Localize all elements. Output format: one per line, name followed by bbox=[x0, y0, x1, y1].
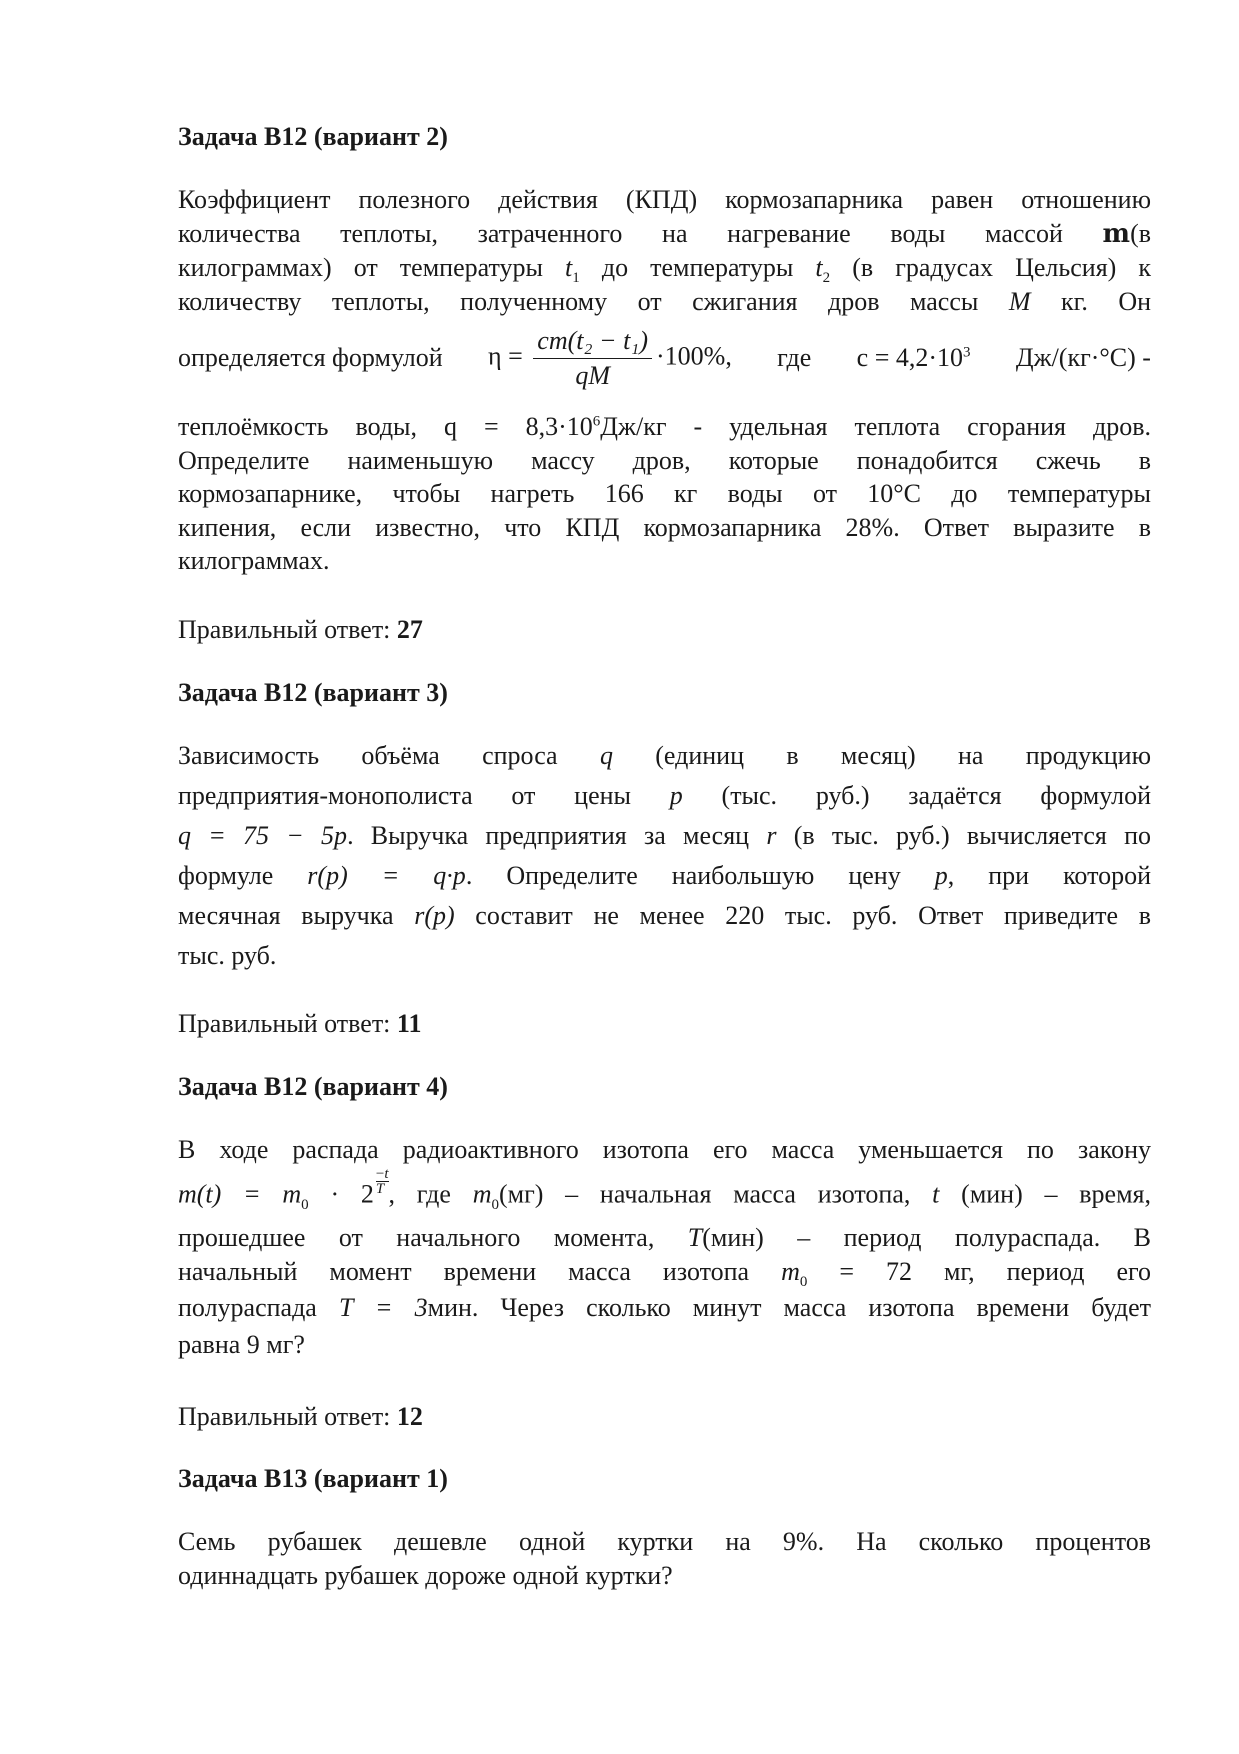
correct-answer: Правильный ответ: 11 bbox=[178, 1009, 422, 1038]
heat-capacity-formula: $c = 4,2\cdot 10^3$ bbox=[856, 343, 971, 372]
correct-answer: Правильный ответ: 12 bbox=[178, 1402, 423, 1431]
task-heading: Задача B12 (вариант 3) bbox=[178, 678, 448, 707]
text-line: предприятия-монополиста от цены p (тыс. руб.) задаётся формулой bbox=[178, 781, 1152, 810]
text-line: Семь рубашек дешевле одной куртки на 9%. На сколько процентов bbox=[178, 1527, 1151, 1556]
task-body bbox=[178, 1525, 1151, 1592]
correct-answer: Правильный ответ: 27 bbox=[178, 615, 423, 644]
decay-formula-line: $m(t) = m_0 \cdot 2$ $\frac{-t}{T}$ , где $m_0(мг)$ – начальная масса изотопа, t (мин) – время, bbox=[178, 1165, 1152, 1213]
text-line: начальный момент времени масса изотопа $m_0 = 72$ мг, период его bbox=[178, 1256, 1152, 1290]
text-line: килограммах. bbox=[178, 546, 330, 575]
answer-value: 12 bbox=[396, 1402, 423, 1431]
text-line: тыс. руб. bbox=[178, 941, 277, 970]
text-line: кормозапарнике, чтобы нагреть 166 кг воды от 10°C до температуры bbox=[178, 479, 1151, 508]
task-body bbox=[178, 183, 1151, 318]
task-body bbox=[178, 736, 1151, 976]
efficiency-formula: η = $\frac{\text{cm(t₂ − t₁)}}{qM}$ ·100%, bbox=[488, 325, 732, 390]
text-line: Зависимость объёма спроса q (единиц в месяц) на продукцию bbox=[178, 741, 1152, 770]
text-line: равна 9 мг? bbox=[178, 1330, 305, 1360]
text-line: количества теплоты, затраченного на нагревание воды массой m(в bbox=[178, 218, 1151, 249]
task-heading: Задача B12 (вариант 2) bbox=[178, 122, 448, 151]
task-body-continued bbox=[178, 410, 1151, 578]
text-line: месячная выручка r(p) составит не менее 220 тыс. руб. Ответ приведите в bbox=[178, 901, 1152, 930]
efficiency-formula-line: определяется формулой η = $\frac{\text{cm(t₂ − t₁)}}{qM}$ ·100%, где $c = 4,2\cdot 10^3$ Дж/(кг·°C) - bbox=[178, 325, 1151, 390]
text-line: полураспада T = 3мин. Через сколько минут масса изотопа времени будет bbox=[178, 1293, 1151, 1323]
text-line: формуле r(p) = q·p. Определите наибольшую цену p, при которой bbox=[178, 861, 1151, 890]
task-heading: Задача B13 (вариант 1) bbox=[178, 1464, 448, 1493]
text-line: теплоёмкость воды, $q = 8,3\cdot 10^6Дж/кг$ - удельная теплота сгорания дров. bbox=[178, 412, 1151, 441]
text-line: килограммах) от температуры $t_1$ до температуры $t_2$ (в градусах Цельсия) к bbox=[178, 253, 1152, 287]
task-body bbox=[178, 1133, 1151, 1362]
answer-value: 11 bbox=[396, 1009, 422, 1038]
text-line: Коэффициент полезного действия (КПД) кормозапарника равен отношению bbox=[178, 185, 1151, 214]
text-line: Определите наименьшую массу дров, которые понадобится сжечь в bbox=[178, 445, 1151, 475]
text-line: кипения, если известно, что КПД кормозапарника 28%. Ответ выразите в bbox=[178, 512, 1151, 542]
text-line: прошедшее от начального момента, T(мин) – период полураспада. В bbox=[178, 1223, 1152, 1253]
text-line: q = 75 − 5p. Выручка предприятия за месяц r (в тыс. руб.) вычисляется по bbox=[178, 821, 1152, 850]
text-line: В ходе распада радиоактивного изотопа его масса уменьшается по закону bbox=[178, 1135, 1151, 1164]
answer-value: 27 bbox=[396, 615, 423, 644]
task-heading: Задача B12 (вариант 4) bbox=[178, 1072, 448, 1101]
text-line: одиннадцать рубашек дороже одной куртки? bbox=[178, 1560, 673, 1590]
text-line: количеству теплоты, полученному от сжигания дров массы M кг. Он bbox=[178, 286, 1152, 316]
